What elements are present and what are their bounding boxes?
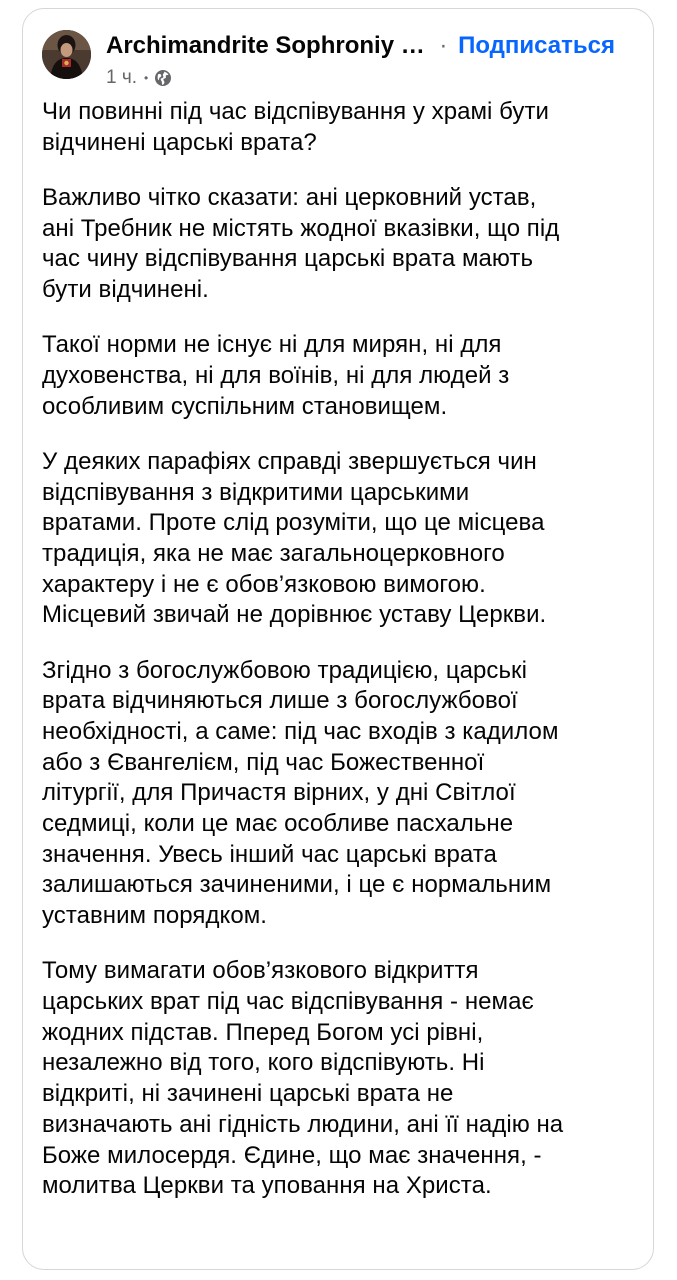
text-line: відчинені царські врата? <box>42 128 317 156</box>
globe-icon[interactable] <box>154 69 172 87</box>
text-line: характеру і не є обов’язковою вимогою. <box>42 570 486 598</box>
text-line: врата відчиняються лише з богослужбової <box>42 687 518 715</box>
post-paragraph <box>42 956 646 1202</box>
text-line: незалежно від того, кого відспівують. Ні <box>42 1049 485 1077</box>
post-paragraph <box>42 183 646 306</box>
post-card <box>22 8 654 1270</box>
post-header <box>23 9 653 94</box>
text-line: бути відчинені. <box>42 276 209 304</box>
text-line: залишаються зачиненими, і це є нормальним <box>42 871 552 899</box>
text-line: жодних підстав. Пперед Богом усі рівні, <box>42 1018 484 1046</box>
text-line: духовенства, ні для воїнів, ні для людей з <box>42 361 510 389</box>
text-line: вратами. Проте слід розуміти, що це місцева <box>42 509 545 537</box>
post-paragraph <box>42 656 646 932</box>
text-line: відкриті, ні зачинені царські врата не <box>42 1080 454 1108</box>
text-line: Чи повинні під час відспівування у храмі бути <box>42 98 549 125</box>
text-line: царських врат під час відспівування - немає <box>42 988 534 1016</box>
text-line: Місцевий звичай не дорівнює уставу Церкви. <box>42 601 547 629</box>
post-timestamp-link[interactable]: 1 ч. <box>106 67 138 88</box>
text-line: або з Євангелієм, під час Божественної <box>42 748 485 776</box>
header-separator: · <box>439 32 448 59</box>
text-line: особливим суспільним становищем. <box>42 392 448 420</box>
avatar-image <box>42 30 91 79</box>
text-line: значення. Увесь інший час царські врата <box>42 840 497 868</box>
text-line: традиція, яка не має загальноцерковного <box>42 539 505 567</box>
text-line: літургії, для Причастя вірних, у дні Світлої <box>42 779 516 807</box>
author-name-link[interactable]: Archimandrite Sophroniy <box>106 32 395 59</box>
text-line: У деяких парафіях справді звершується чин <box>42 447 537 475</box>
post-meta <box>106 67 172 89</box>
text-line: уставним порядком. <box>42 902 267 930</box>
text-line: необхідності, а саме: під час входів з кадилом <box>42 717 559 745</box>
post-paragraph <box>42 330 646 422</box>
follow-button[interactable]: Подписаться <box>458 32 615 59</box>
author-line <box>106 31 615 61</box>
text-line: Важливо чітко сказати: ані церковний устав, <box>42 183 537 211</box>
author-ellipsis: … <box>400 32 425 59</box>
text-line: Тому вимагати обов’язкового відкриття <box>42 957 479 985</box>
text-line: відспівування з відкритими царськими <box>42 478 470 506</box>
meta-separator: • <box>144 71 149 85</box>
post-text <box>42 97 646 1227</box>
text-line: визначають ані гідність людини, ані її надію на <box>42 1110 564 1138</box>
text-line: час чину відспівування царські врата мають <box>42 245 534 273</box>
avatar[interactable] <box>42 30 91 79</box>
text-line: Такої норми не існує ні для мирян, ні для <box>42 331 502 359</box>
text-line: молитва Церкви та уповання на Христа. <box>42 1172 492 1200</box>
text-line: ані Требник не містять жодної вказівки, що під <box>42 214 560 242</box>
post-paragraph <box>42 97 646 158</box>
text-line: седмиці, коли це має особливе пасхальне <box>42 810 514 838</box>
text-line: Боже милосердя. Єдине, що має значення, - <box>42 1141 542 1169</box>
post-paragraph <box>42 447 646 631</box>
text-line: Згідно з богослужбовою традицією, царські <box>42 656 527 684</box>
